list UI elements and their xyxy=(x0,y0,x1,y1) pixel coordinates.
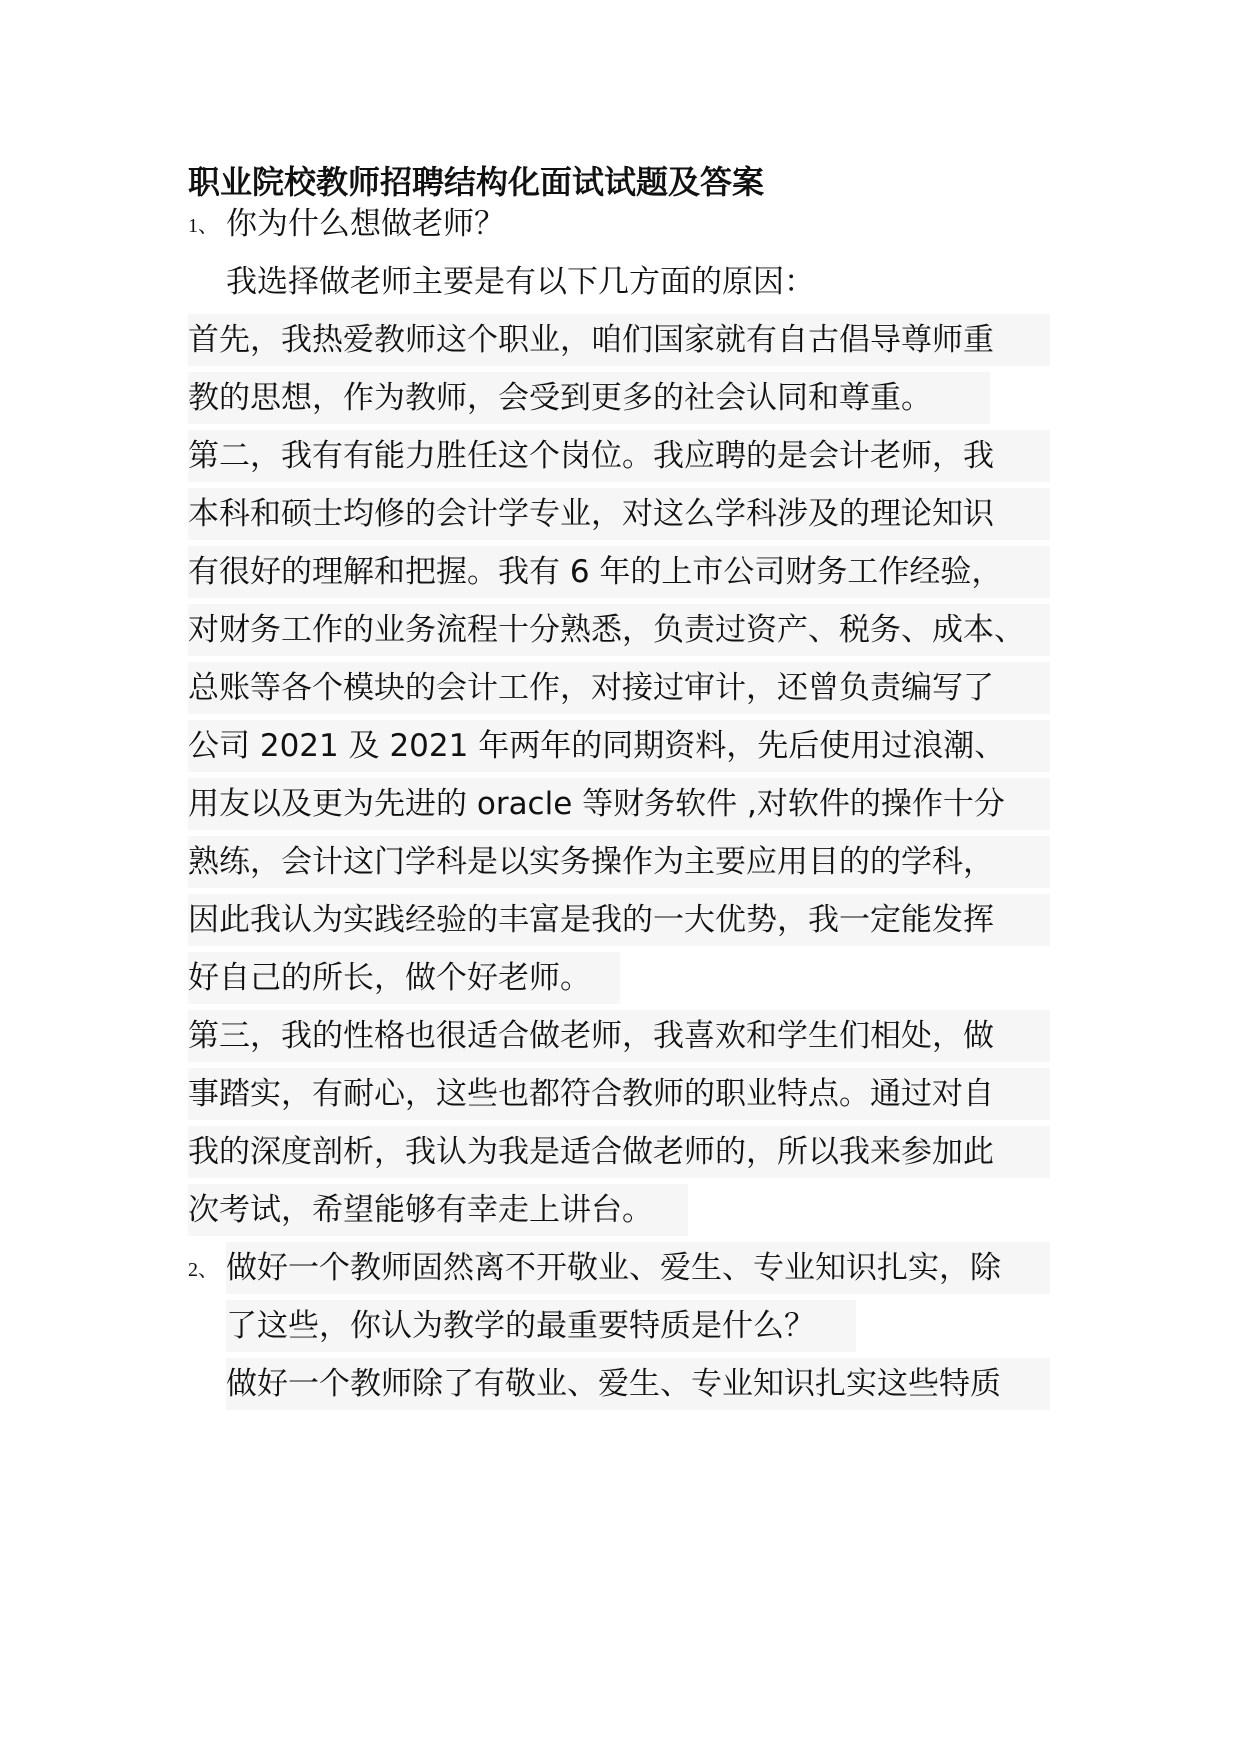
answer-line: 第三，我的性格也很适合做老师，我喜欢和学生们相处，做 xyxy=(188,1010,1050,1062)
question-number: 2、 xyxy=(188,1259,218,1281)
document-title: 职业院校教师招聘结构化面试试题及答案 xyxy=(188,163,765,201)
answer-line: 公司 2021 及 2021 年两年的同期资料，先后使用过浪潮、 xyxy=(188,720,1050,772)
answer-line: 我的深度剖析，我认为我是适合做老师的，所以我来参加此 xyxy=(188,1126,1050,1178)
answer-line: 教的思想，作为教师，会受到更多的社会认同和尊重。 xyxy=(188,372,990,424)
answer-line: 好自己的所长，做个好老师。 xyxy=(188,952,620,1004)
answer-line: 事踏实，有耐心，这些也都符合教师的职业特点。通过对自 xyxy=(188,1068,1050,1120)
question-number: 1、 xyxy=(188,215,218,237)
answer-line: 因此我认为实践经验的丰富是我的一大优势，我一定能发挥 xyxy=(188,894,1050,946)
answer-line: 有很好的理解和把握。我有 6 年的上市公司财务工作经验， xyxy=(188,546,1050,598)
answer-line: 本科和硕士均修的会计学专业，对这么学科涉及的理论知识 xyxy=(188,488,1050,540)
answer-intro: 我选择做老师主要是有以下几方面的原因： xyxy=(226,264,815,300)
answer-line: 第二，我有有能力胜任这个岗位。我应聘的是会计老师，我 xyxy=(188,430,1050,482)
answer-line: 总账等各个模块的会计工作，对接过审计，还曾负责编写了 xyxy=(188,662,1050,714)
question-text: 做好一个教师固然离不开敬业、爱生、专业知识扎实，除 xyxy=(226,1242,1050,1294)
question-text: 了这些，你认为教学的最重要特质是什么？ xyxy=(226,1300,856,1352)
answer-line: 做好一个教师除了有敬业、爱生、专业知识扎实这些特质 xyxy=(226,1358,1050,1410)
answer-line: 对财务工作的业务流程十分熟悉，负责过资产、税务、成本、 xyxy=(188,604,1050,656)
answer-line: 次考试，希望能够有幸走上讲台。 xyxy=(188,1184,688,1236)
answer-line: 用友以及更为先进的 oracle 等财务软件 ,对软件的操作十分 xyxy=(188,778,1050,830)
answer-line: 熟练，会计这门学科是以实务操作为主要应用目的的学科， xyxy=(188,836,1050,888)
answer-line: 首先，我热爱教师这个职业，咱们国家就有自古倡导尊师重 xyxy=(188,314,1050,366)
question-text: 你为什么想做老师？ xyxy=(226,206,505,242)
